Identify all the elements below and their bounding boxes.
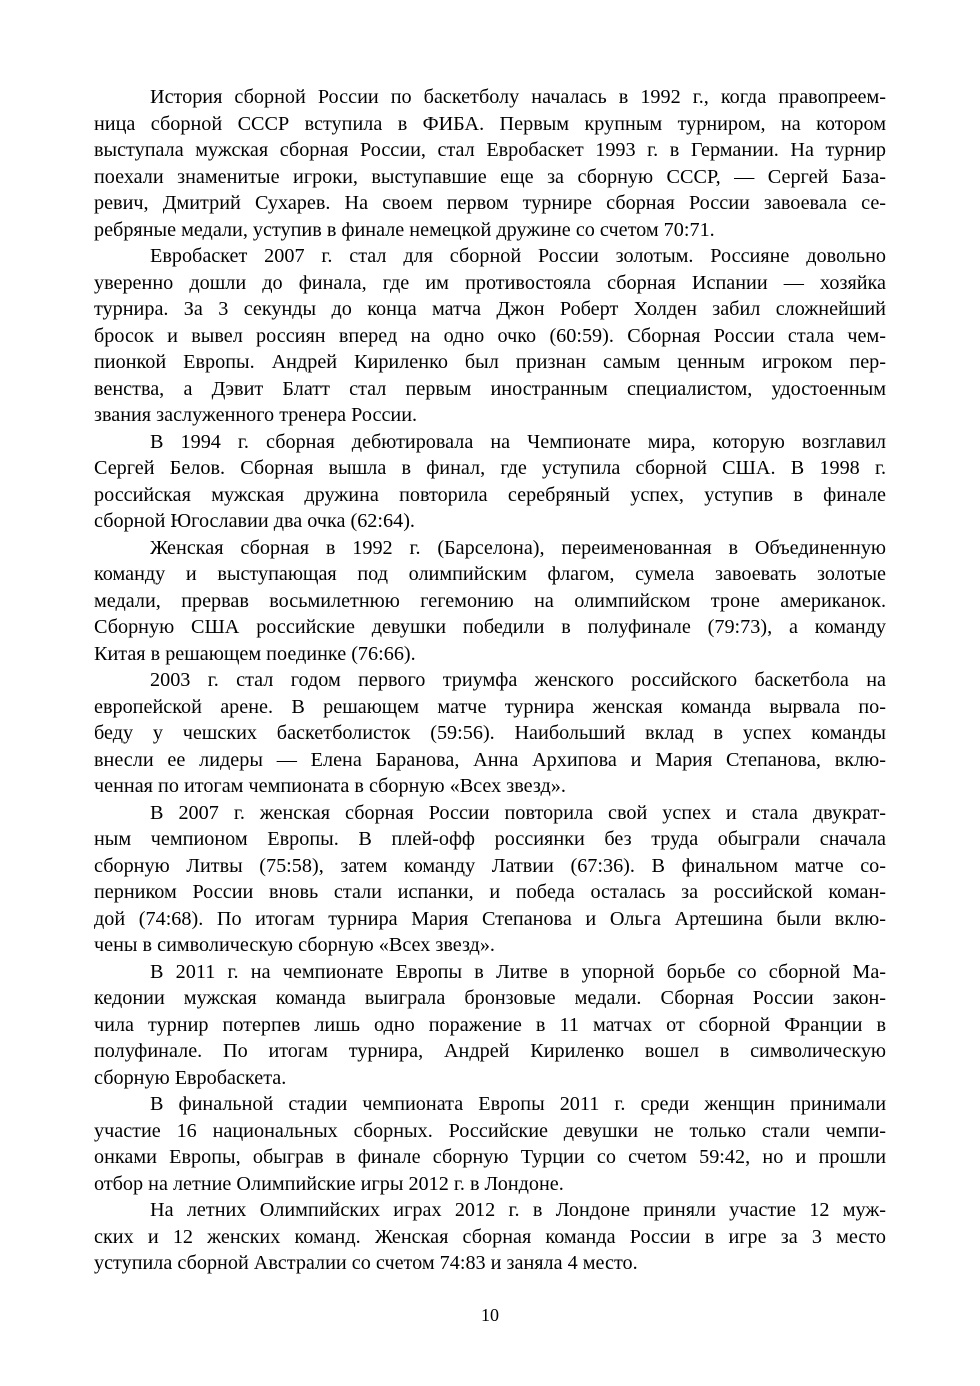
text-line: выступала мужская сборная России, стал Евробаскет 1993 г. в Германии. На турнир — [94, 139, 886, 161]
text-line: полуфинале. По итогам турнира, Андрей Кириленко вошел в символическую — [94, 1040, 886, 1062]
text-line: дой (74:68). По итогам турнира Мария Степанова и Ольга Артешина были вклю- — [94, 907, 886, 930]
text-line: российская мужская дружина повторила серебряный успех, уступив в финале — [94, 483, 886, 506]
paragraph — [94, 1197, 886, 1277]
text-line: чила турнир потерпев лишь одно поражение в 11 матчах от сборной Франции в — [94, 1013, 886, 1036]
paragraph — [94, 535, 886, 668]
text-line: На летних Олимпийских играх 2012 г. в Лондоне приняли участие 12 муж- — [150, 1199, 886, 1221]
text-line: Китая в решающем поединке (76:66). — [94, 642, 416, 665]
text-line: участие 16 национальных сборных. Российские девушки не только стали чемпи- — [94, 1119, 886, 1142]
text-line: беду у чешских баскетболисток (59:56). Наибольший вклад в успех команды — [94, 722, 886, 744]
text-line: бросок и вывел россиян вперед на одно очко (60:59). Сборная России стала чем- — [94, 324, 886, 347]
text-line: кедонии мужская команда выиграла бронзовые медали. Сборная России закон- — [94, 987, 886, 1009]
paragraph — [94, 429, 886, 535]
text-line: медали, прервав восьмилетнюю гегемонию на олимпийском троне американок. — [94, 589, 886, 612]
paragraph — [94, 800, 886, 959]
text-line: ских и 12 женских команд. Женская сборная команда России в игре за 3 место — [94, 1225, 886, 1248]
text-line: венства, а Дэвит Блатт стал первым иностранным специалистом, удостоенным — [94, 377, 886, 400]
text-line: История сборной России по баскетболу началась в 1992 г., когда правопреем- — [150, 86, 886, 108]
text-line: онками Европы, обыграв в финале сборную Турции со счетом 59:42, но и прошли — [94, 1146, 886, 1168]
text-line: сборной Югославии два очка (62:64). — [94, 510, 415, 532]
paragraph — [94, 243, 886, 429]
text-line: поехали знаменитые игроки, выступавшие еще за сборную СССР, — Сергей База- — [94, 165, 886, 188]
text-line: ребряные медали, уступив в финале немецкой дружине со счетом 70:71. — [94, 218, 715, 241]
text-line: ченная по итогам чемпионата в сборную «Всех звезд». — [94, 775, 566, 797]
text-line: Женская сборная в 1992 г. (Барселона), переименованная в Объединенную — [150, 536, 886, 559]
text-line: внесли ее лидеры — Елена Баранова, Анна Архипова и Мария Степанова, вклю- — [94, 748, 886, 771]
text-line: пионкой Европы. Андрей Кириленко был признан самым ценным игроком пер- — [94, 351, 886, 373]
text-line: ница сборной СССР вступила в ФИБА. Первым крупным турниром, на котором — [94, 112, 886, 135]
text-line: ревич, Дмитрий Сухарев. На своем первом турнире сборная России завоевала се- — [94, 192, 886, 214]
text-line: турнира. За 3 секунды до конца матча Джон Роберт Холден забил сложнейший — [94, 298, 886, 320]
text-line: 2003 г. стал годом первого триумфа женского российского баскетбола на — [150, 669, 886, 691]
paragraph — [94, 959, 886, 1092]
body-text — [94, 84, 886, 1277]
text-line: команду и выступающая под олимпийским флагом, сумела завоевать золотые — [94, 563, 886, 585]
text-line: сборную Литвы (75:58), затем команду Латвии (67:36). В финальном матче со- — [94, 854, 886, 877]
text-line: перником России вновь стали испанки, и победа осталась за российской коман- — [94, 881, 886, 903]
text-line: В 2011 г. на чемпионате Европы в Литве в упорной борьбе со сборной Ма- — [150, 960, 886, 983]
text-line: отбор на летние Олимпийские игры 2012 г. в Лондоне. — [94, 1172, 564, 1195]
text-line: Сборную США российские девушки победили в полуфинале (79:73), а команду — [94, 616, 886, 638]
text-line: Сергей Белов. Сборная вышла в финал, где уступила сборной США. В 1998 г. — [94, 457, 886, 479]
text-line: уступила сборной Австралии со счетом 74:83 и заняла 4 место. — [94, 1252, 638, 1274]
text-line: В 1994 г. сборная дебютировала на Чемпионате мира, которую возглавил — [150, 430, 886, 453]
paragraph — [94, 84, 886, 243]
text-line: В финальной стадии чемпионата Европы 2011 г. среди женщин принимали — [150, 1093, 886, 1115]
text-line: Евробаскет 2007 г. стал для сборной России золотым. Россияне довольно — [150, 245, 886, 267]
paragraph — [94, 1091, 886, 1197]
page-number: 10 — [481, 1305, 499, 1325]
text-line: уверенно дошли до финала, где им противостояла сборная Испании — хозяйка — [94, 271, 886, 294]
text-line: ным чемпионом Европы. В плей-офф россиянки без труда обыграли сначала — [94, 828, 886, 850]
text-line: чены в символическую сборную «Всех звезд». — [94, 934, 495, 956]
text-line: сборную Евробаскета. — [94, 1066, 287, 1089]
text-line: В 2007 г. женская сборная России повторила свой успех и стала двукрат- — [150, 801, 886, 824]
text-line: европейской арене. В решающем матче турнира женская команда вырвала по- — [94, 695, 886, 718]
text-line: звания заслуженного тренера России. — [94, 404, 418, 426]
document-page — [94, 84, 886, 1277]
paragraph — [94, 667, 886, 800]
